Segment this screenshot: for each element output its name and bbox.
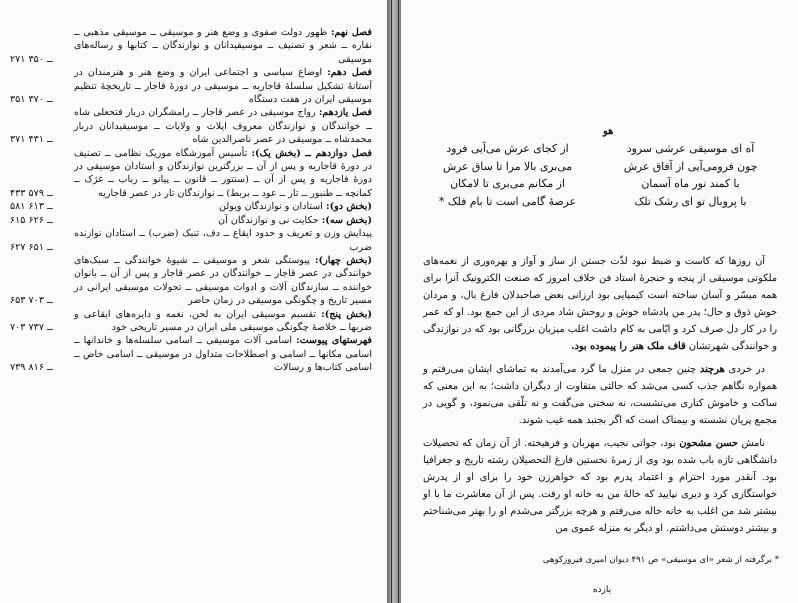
toc-chapter-description: اسامی آلات موسیقی ــ اسامی سلسله‌ها و خاندانها ــ اسامی مکانها ــ اسامی و اصطلاحات متداول در موسیقی ــ اسامی خاص ــ اسامی کتاب‌ها و رسالات — [74, 335, 372, 374]
toc-entry — [10, 147, 372, 201]
toc-chapter-label: (بخش سه): — [321, 214, 372, 226]
toc-chapter-label: فصل دوازدهم ــ (بخش یک): — [251, 147, 372, 159]
toc-entry — [10, 106, 372, 146]
poem-hemistich-left: از کجای عرش می‌آیی فرود — [446, 142, 569, 155]
toc-chapter-label: فصل دهم: — [327, 67, 372, 79]
toc-chapter-label: (بخش پنج): — [321, 308, 372, 320]
table-of-contents — [10, 26, 372, 375]
poem-line — [423, 140, 775, 158]
toc-chapter-description: اوضاع سیاسی و اجتماعی ایران و وضع هنر و هنرمندان در آستانهٔ تشکیل سلسلهٔ قاجاریه ــ موسیقی در دورهٔ قاجار ــ تاریخچهٔ تنظیم موسیقی ایران در هفت دستگاه — [74, 67, 372, 106]
toc-page-range: ۷۰۳ ــ ۷۳۷ — [10, 321, 53, 333]
toc-chapter-description: پیدایش وزن و تعریف و حدود ایقاع ــ دف، تنبک (ضرب) ــ استادان نوازنده ضرب — [74, 228, 372, 253]
toc-page-range: ۷۳۹ ــ ۸۱۶ — [10, 362, 53, 374]
paragraph-bold-phrase: هرچند — [699, 364, 725, 375]
toc-entry-text — [74, 26, 372, 66]
page-number: یازده — [592, 585, 612, 595]
left-page — [0, 0, 387, 603]
poem-line — [423, 175, 775, 193]
toc-page-range: ۳۷۱ ــ ۴۳۱ — [10, 134, 53, 146]
right-page — [401, 0, 798, 603]
paragraph-text: آن روزها که کاست و ضبط نبود لذّت جستن از ساز و آواز و بهره‌وری از نغمه‌های ملکوتی موسیقی از پنجه و حنجرهٔ استاد فن خلاف امروز که صنعت الکترونیک آنرا برای همه میسّر و آسان ساخته است کیمیایی بود ارزانی بعض صاحبدلان فارغ بال، و مردان خوش ذوق و حال؛ پدر من پادشاه خوش و روحش شاد مردی از این جمع بود. او که عمر را در کار دل صرف کرد و ایّامی به کام داشت اغلب میزبان بزرگانی بود که در نوازندگی و خوانندگی شهرتشان — [423, 256, 777, 352]
toc-chapter-description: رواج موسیقی در عصر قاجار ــ رامشگران دربار فتحعلی شاه ــ خوانندگان و نوازندگان معروف ایلات و ولایات ــ موسیقیدانان دربار محمدشاه ــ موسیقی در عصر ناصرالدین شاه — [74, 107, 372, 146]
body-text — [423, 253, 777, 543]
poem-hemistich-left: از مکانم می‌بری تا لامکان — [450, 177, 565, 190]
poem-hemistich-right: با پروبال تو ای رشک تلک — [634, 194, 747, 208]
paragraph-text: نامش — [737, 438, 765, 449]
poem — [423, 140, 775, 210]
paragraph — [423, 253, 777, 355]
paragraph — [423, 361, 777, 429]
paragraph-text: بود، جوانی نجیب، مهربان و فرهیخته. از آن زمان که تحصیلات دانشگاهی تازه باب شده بود وی از زمرهٔ نخستین فارغ التحصیلان رشته تاریخ و جغرافیا بود. آنقدر مورد احترام و اعتماد پدرم بود که خواهرزن خود را برای او از پدرش خواستگاری کرد و دیری نپایید که خالهٔ من به خانه او رفت. پس از آن معاشرت ما با او بیشتر شد من اغلب به خانه خاله می‌رفتم و هرچه بزرگتر می‌شدم او را بهتر می‌شناختم و بیشتر دوستش می‌داشتم. او دیگر به منزله عموی من — [423, 438, 777, 534]
poem-hemistich-right: با کمند نور ماه آسمان — [641, 177, 740, 190]
poem-line — [423, 158, 775, 176]
toc-entry — [10, 227, 372, 254]
toc-page-range: ۵۸۱ ــ ۶۱۳ — [10, 201, 53, 213]
poem-heading-mark: هو — [603, 126, 614, 137]
gutter-edge-left — [391, 0, 392, 603]
paragraph-text: در خردی — [724, 364, 765, 375]
toc-chapter-label: (بخش دو): — [326, 201, 372, 213]
toc-chapter-description: تقسیم موسیقی ایران به لحن، نغمه و دایره‌های ایقاعی و ضربها ــ خلاصهٔ چگونگی موسیقی ملی ایران در مسیر تاریخی خود — [74, 308, 372, 333]
paragraph-bold-phrase: قاف ملک هنر را پیموده بود. — [571, 341, 686, 352]
toc-entry-text — [74, 334, 372, 374]
toc-page-range: ۶۵۳ ــ ۷۰۳ — [10, 295, 53, 307]
toc-entry-text — [74, 106, 372, 146]
toc-chapter-label: فهرستهای پیوست: — [296, 335, 372, 347]
paragraph — [423, 435, 777, 537]
toc-chapter-description: ظهور دولت صفوی و وضع هنر و موسیقی ــ موسیقی مذهبی ــ نقاره ــ شعر و تصنیف ــ موسیقیدانان و نوازندگان ــ کتابها و رساله‌های موسیقی — [74, 27, 372, 65]
toc-chapter-label: فصل نهم: — [330, 27, 373, 38]
toc-entry — [10, 66, 372, 106]
toc-entry-text — [74, 227, 372, 254]
toc-entry — [10, 308, 372, 335]
toc-entry-text — [74, 308, 372, 335]
toc-entry — [10, 334, 372, 374]
toc-page-range: ۴۳۳ ــ ۵۷۹ — [10, 187, 53, 199]
poem-hemistich-right: چون فرومی‌آیی از آفاق عرش — [623, 159, 758, 173]
toc-chapter-description: تأسیس آموزشگاه موزیک نظامی ــ تصنیف در دورهٔ قاجاریه و پس از آن ــ بزرگترین نوازندگان و استادان موسیقی در دورهٔ قاجاریه و پس از آن ــ (سنتور ــ قانون ــ پیانو ــ رباب ــ غژک ــ کمانچه ــ طنبور ــ تار ــ عود ــ بربط) ــ نوازندگان تار در عصر قاجاریه — [74, 147, 372, 199]
gutter-edge-right — [398, 0, 399, 603]
toc-entry — [10, 214, 372, 227]
toc-entry-text — [74, 214, 372, 227]
toc-page-range: ۳۵۱ ــ ۳۷۰ — [10, 94, 53, 106]
footnote: * برگرفته از شعر «ای موسیقی» ص ۴۹۱ دیوان امیری فیروزکوهی — [542, 555, 779, 565]
poem-hemistich-left: عرصهٔ گامی است تا بام فلک * — [439, 194, 576, 208]
toc-page-range: ۶۱۵ ــ ۶۲۶ — [10, 214, 53, 226]
toc-chapter-description: حکایت نی و نوازندگان آن — [218, 214, 322, 226]
toc-chapter-label: (بخش چهار): — [314, 254, 372, 266]
toc-entry-text — [74, 254, 372, 308]
poem-line — [423, 193, 775, 211]
toc-entry-text — [74, 200, 372, 213]
poem-hemistich-right: آه ای موسیقی عرشی سرود — [626, 142, 755, 155]
toc-entry — [10, 26, 372, 66]
toc-chapter-description: پیوستگی شعر و موسیقی ــ شیوهٔ خوانندگی ــ سبک‌های خوانندگی در عصر قاجار ــ خوانندگان در عصر قاجار و پس از آن ــ بانوان خواننده ــ سازندگان آلات و ادوات موسیقی ــ تحولات موسیقی ایرانی در مسیر تاریخ و چگونگی موسیقی در زمان حاضر — [74, 254, 372, 307]
poem-hemistich-left: می‌بری بالا مرا تا ساق عرش — [442, 159, 573, 173]
toc-chapter-description: استادان و نوازندگان ویولن — [219, 201, 327, 213]
paragraph-text: چنین جمعی در منزل ما گرد می‌آمدند به تماشای ایشان می‌رفتم و همواره نگاهم جذب کسی می‌شد که حالتی متفاوت از دیگران داشت؛ به این معنی که ساکت و خاموش کناری می‌نشست، نه سخنی می‌گفت و نه تلّقی می‌نمود، و گویی در مجمع پریان نشسته و بیمناک است که اگر بجنبد همه غیب شوند. — [423, 364, 777, 426]
toc-entry-text — [74, 66, 372, 106]
toc-page-range: ۶۲۷ ــ ۶۵۱ — [10, 241, 53, 253]
toc-chapter-label: فصل یازدهم: — [318, 107, 372, 119]
toc-entry-text — [74, 147, 372, 201]
toc-entry — [10, 254, 372, 308]
paragraph-bold-phrase: حسن مشحون — [679, 438, 738, 449]
toc-entry — [10, 200, 372, 213]
toc-page-range: ۲۷۱ ــ ۳۵۰ — [10, 53, 53, 65]
